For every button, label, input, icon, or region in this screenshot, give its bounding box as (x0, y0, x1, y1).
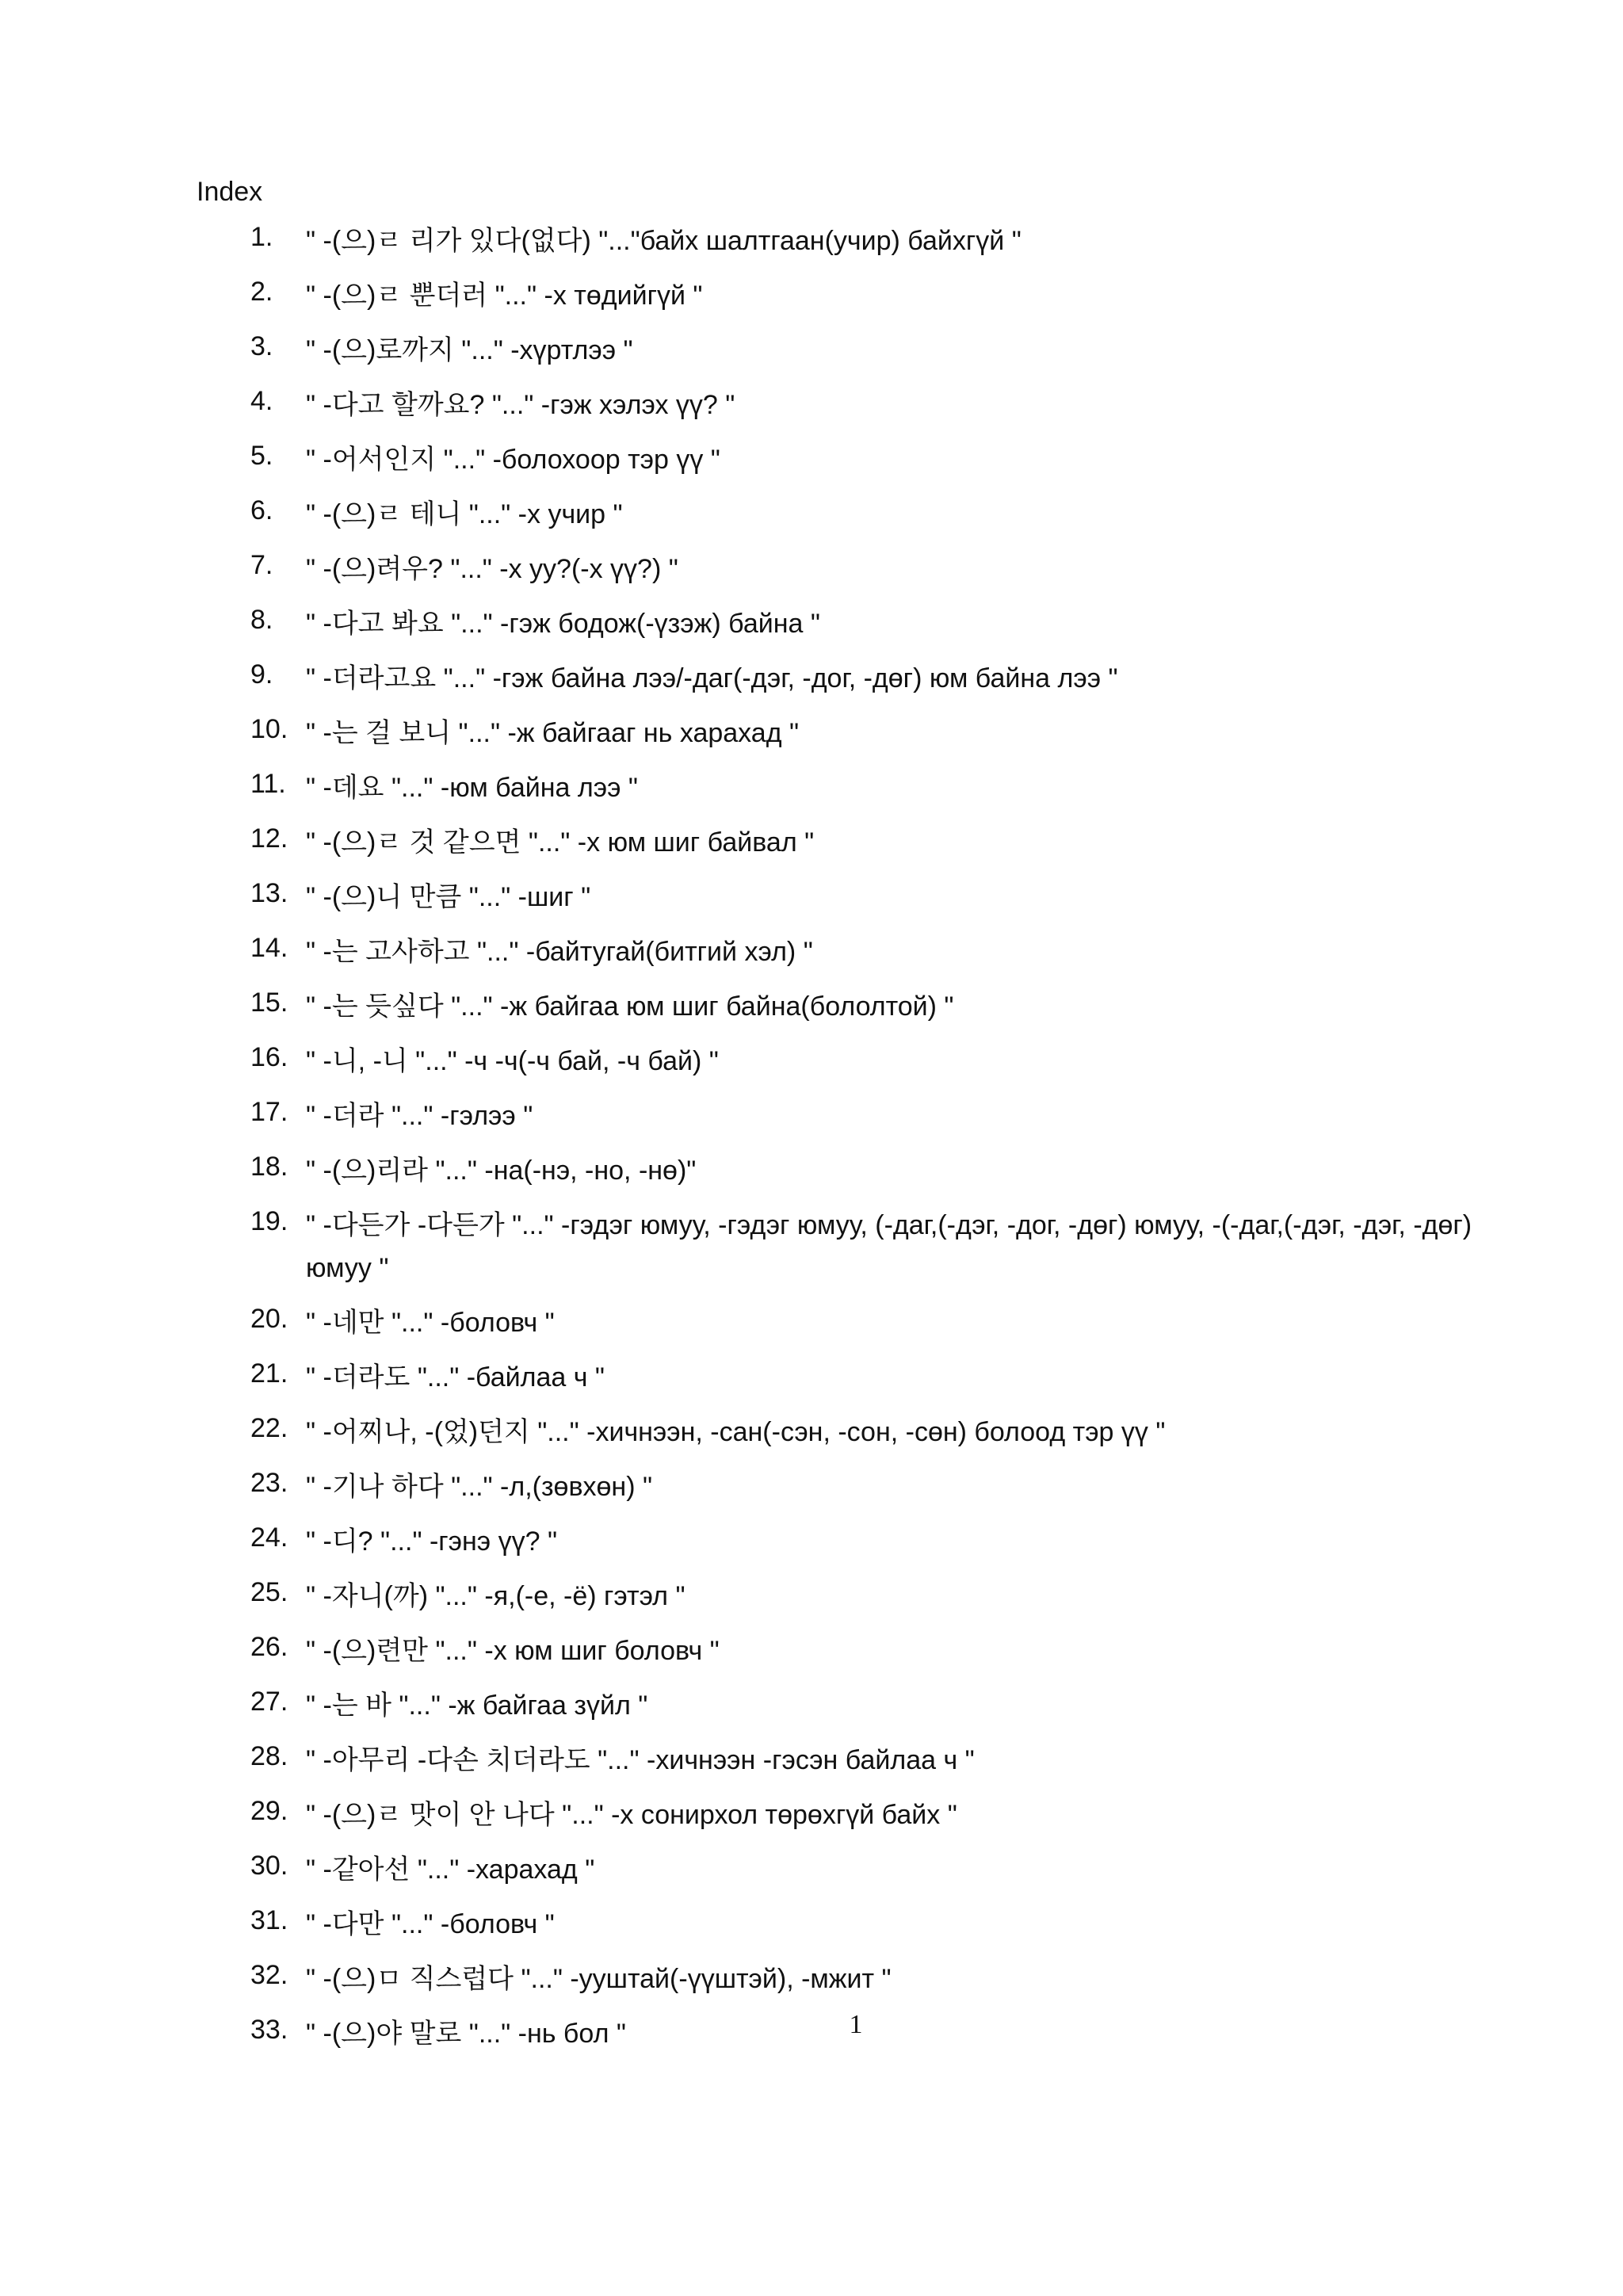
list-item (0, 1794, 1623, 1836)
list-item (0, 712, 1623, 755)
entry-number: 5. (250, 441, 273, 471)
list-item (0, 384, 1623, 426)
list-item (0, 329, 1623, 372)
entry-number: 21. (250, 1358, 288, 1389)
list-item (0, 1204, 1623, 1289)
entry-text: " -(으)니 만큼 "..." -шиг " (306, 882, 591, 912)
entry-number: 24. (250, 1522, 288, 1553)
entry-number: 32. (250, 1960, 288, 1990)
list-item (0, 602, 1623, 645)
entry-number: 8. (250, 605, 273, 635)
list-item (0, 1040, 1623, 1083)
list-item (0, 493, 1623, 536)
entry-number: 29. (250, 1796, 288, 1826)
entry-number: 33. (250, 2015, 288, 2045)
entry-text: " -(으)야 말로 "..." -нь бол " (306, 2019, 626, 2049)
entry-text: " -(으)려우? "..." -х уу?(-х үү?) " (306, 554, 678, 584)
list-item (0, 1629, 1623, 1672)
index-heading: Index (197, 177, 263, 207)
entry-number: 14. (250, 933, 288, 963)
entry-text: " -어찌나, -(었)던지 "..." -хичнээн, -сан(-сэн, -сон, -сөн) болоод тэр үү " (306, 1417, 1166, 1447)
list-item (0, 1903, 1623, 1946)
list-item (0, 766, 1623, 809)
entry-text: " -(으)리라 "..." -на(-нэ, -но, -нө)" (306, 1156, 697, 1186)
entry-text: " -(으)ㄹ 맛이 안 나다 "..." -х сонирхол төрөхгүй байх " (306, 1800, 957, 1830)
list-item (0, 657, 1623, 700)
entry-number: 19. (250, 1206, 288, 1236)
list-item (0, 220, 1623, 262)
list-item (0, 1411, 1623, 1454)
entry-number: 15. (250, 988, 288, 1018)
list-item (0, 1575, 1623, 1618)
entry-number: 2. (250, 277, 273, 307)
entry-text: " -어서인지 "..." -болохоор тэр үү " (306, 445, 720, 475)
list-item (0, 1465, 1623, 1508)
list-item (0, 1095, 1623, 1137)
entry-number: 16. (250, 1042, 288, 1072)
entry-text: " -더라도 "..." -байлаа ч " (306, 1362, 605, 1392)
entry-text: " -는 걸 보니 "..." -ж байгааг нь харахад " (306, 718, 800, 748)
entry-text: " -네만 "..." -боловч " (306, 1308, 555, 1338)
list-item (0, 548, 1623, 590)
entry-number: 13. (250, 878, 288, 908)
list-item (0, 985, 1623, 1028)
entry-number: 26. (250, 1632, 288, 1662)
entry-number: 25. (250, 1577, 288, 1607)
entry-text: " -는 듯싶다 "..." -ж байгаа юм шиг байна(бололтой) " (306, 991, 954, 1022)
entry-text: " -(으)ㄹ 리가 있다(없다) "..."байх шалтгаан(учир) байхгүй " (306, 226, 1022, 256)
list-item (0, 1848, 1623, 1891)
index-list (0, 223, 1623, 2068)
list-item (0, 1149, 1623, 1192)
list-item (0, 930, 1623, 973)
entry-number: 18. (250, 1152, 288, 1182)
entry-number: 4. (250, 386, 273, 416)
list-item (0, 1958, 1623, 2000)
entry-number: 20. (250, 1304, 288, 1334)
entry-number: 30. (250, 1851, 288, 1881)
entry-text: " -아무리 -다손 치더라도 "..." -хичнээн -гэсэн байлаа ч " (306, 1745, 975, 1775)
entry-number: 3. (250, 331, 273, 361)
entry-text: " -다든가 -다든가 "..." -гэдэг юмуу, -гэдэг юмуу, (-даг,(-дэг, -дог, -дөг) юмуу, -(-даг,(-дэг, -дэг, -дөг) юмуу " (306, 1210, 1472, 1283)
entry-text: " -더라고요 "..." -гэж байна лээ/-даг(-дэг, -дог, -дөг) юм байна лээ " (306, 663, 1118, 693)
entry-text: " -(으)련만 "..." -х юм шиг боловч " (306, 1636, 720, 1666)
entry-text: " -다만 "..." -боловч " (306, 1909, 555, 1939)
entry-text: " -기나 하다 "..." -л,(зөвхөн) " (306, 1472, 653, 1502)
entry-number: 10. (250, 714, 288, 744)
entry-text: " -디? "..." -гэнэ үү? " (306, 1526, 558, 1557)
entry-text: " -는 바 "..." -ж байгаа зүйл " (306, 1690, 648, 1721)
entry-text: " -(으)ㄹ 뿐더러 "..." -х төдийгүй " (306, 281, 703, 311)
entry-text: " -니, -니 "..." -ч -ч(-ч бай, -ч бай) " (306, 1046, 719, 1076)
entry-text: " -다고 봐요 "..." -гэж бодож(-үзэж) байна " (306, 609, 820, 639)
list-item (0, 438, 1623, 481)
entry-number: 7. (250, 550, 273, 580)
entry-text: " -데요 "..." -юм байна лээ " (306, 773, 638, 803)
list-item (0, 1739, 1623, 1782)
entry-text: " -는 고사하고 "..." -байтугай(битгий хэл) " (306, 937, 813, 967)
entry-number: 22. (250, 1413, 288, 1443)
entry-text: " -다고 할까요? "..." -гэж хэлэх үү? " (306, 390, 735, 420)
list-item (0, 1356, 1623, 1399)
entry-text: " -(으)ㅁ 직스럽다 "..." -ууштай(-үүштэй), -мжит " (306, 1964, 892, 1994)
entry-number: 1. (250, 222, 273, 252)
list-item (0, 1301, 1623, 1344)
entry-number: 11. (250, 769, 286, 799)
entry-number: 23. (250, 1468, 288, 1498)
entry-text: " -자니(까) "..." -я,(-е, -ё) гэтэл " (306, 1581, 685, 1611)
list-item (0, 876, 1623, 919)
entry-number: 12. (250, 823, 288, 854)
list-item (0, 821, 1623, 864)
entry-number: 17. (250, 1097, 288, 1127)
entry-number: 28. (250, 1741, 288, 1771)
entry-text: " -더라 "..." -гэлээ " (306, 1101, 533, 1131)
entry-text: " -(으)ㄹ 것 같으면 "..." -х юм шиг байвал " (306, 827, 815, 858)
list-item (0, 1684, 1623, 1727)
entry-number: 6. (250, 495, 273, 525)
list-item (0, 274, 1623, 317)
entry-text: " -(으)ㄹ 테니 "..." -х учир " (306, 499, 623, 529)
entry-number: 9. (250, 659, 273, 690)
entry-text: " -(으)로까지 "..." -хүртлээ " (306, 335, 633, 365)
entry-number: 31. (250, 1905, 288, 1935)
entry-number: 27. (250, 1687, 288, 1717)
list-item (0, 1520, 1623, 1563)
page-number: 1 (849, 2010, 863, 2039)
entry-text: " -같아선 "..." -харахад " (306, 1855, 595, 1885)
